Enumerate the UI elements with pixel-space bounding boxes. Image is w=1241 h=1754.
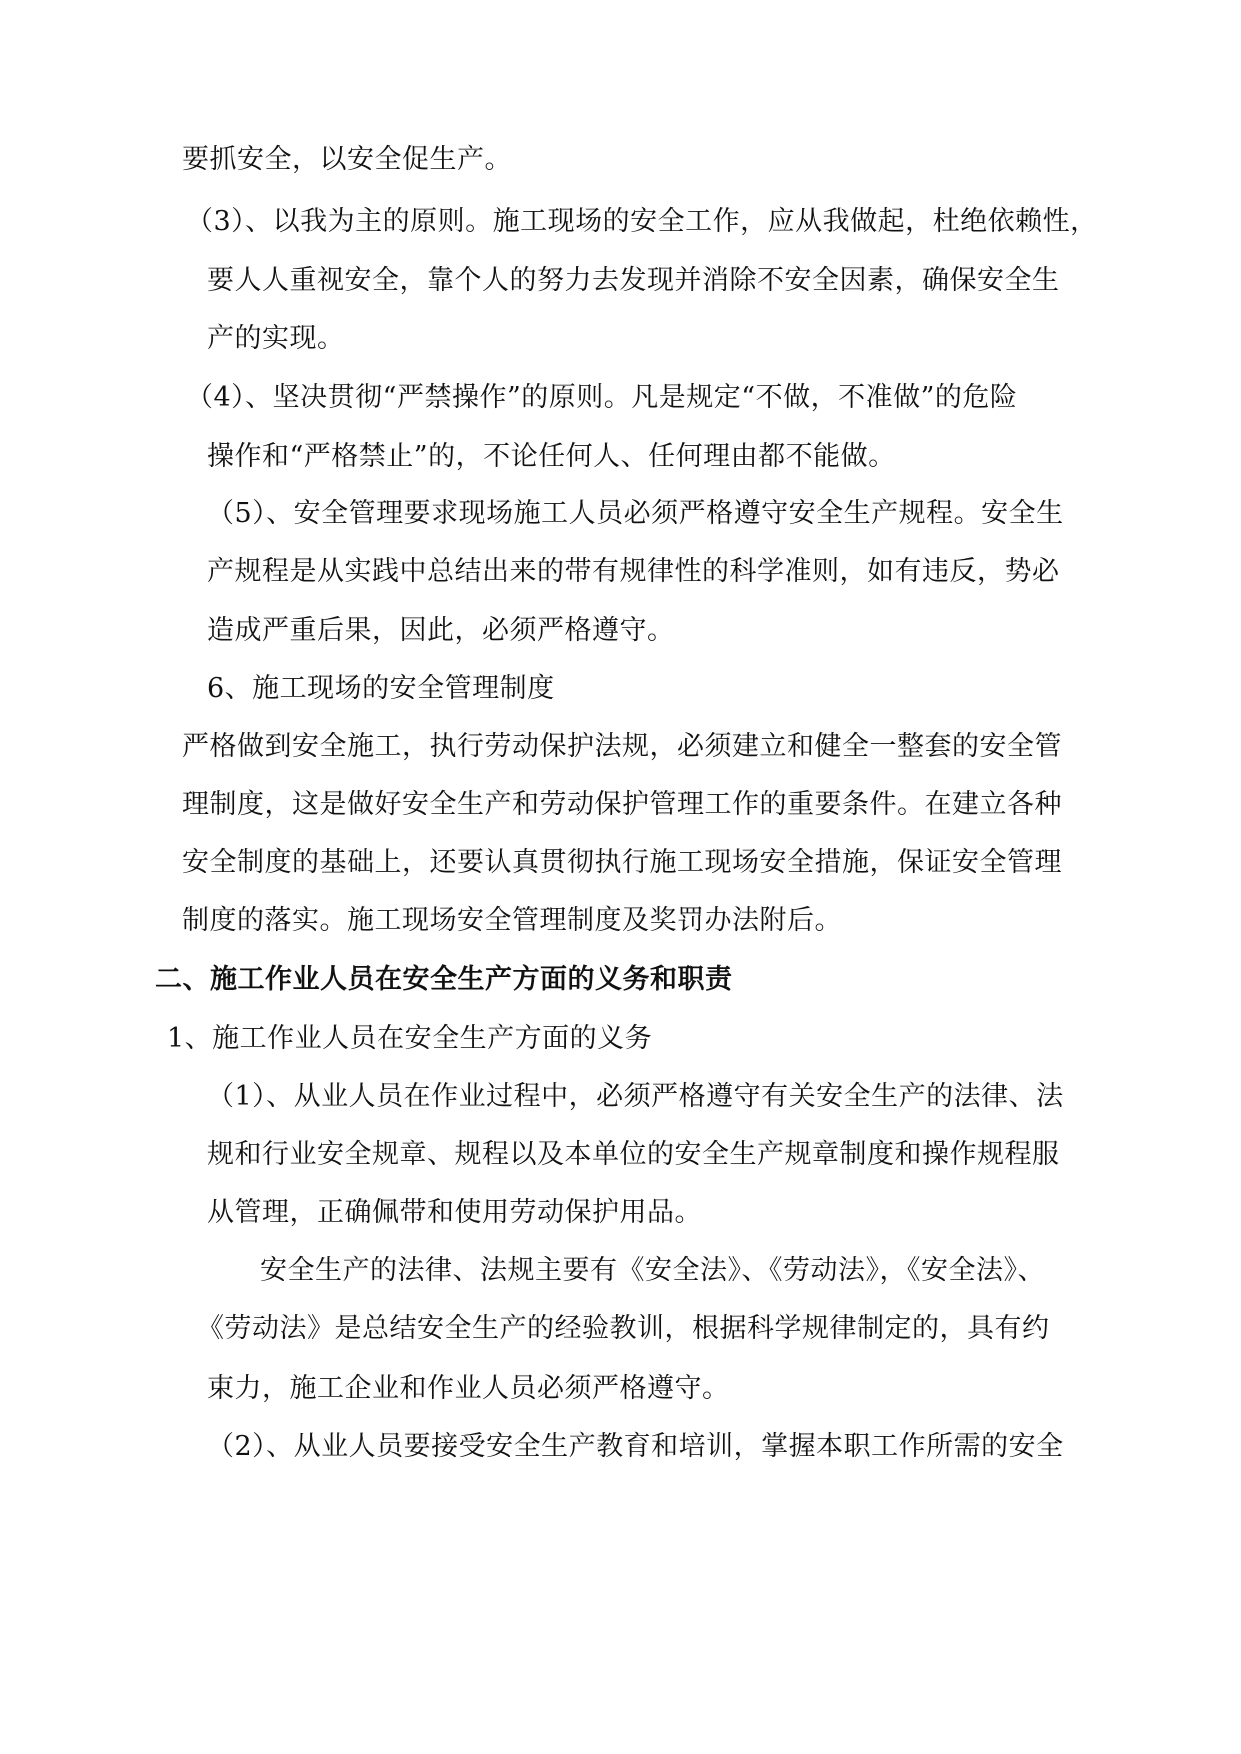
text-line: 规和行业安全规章、规程以及本单位的安全生产规章制度和操作规程服 <box>207 1139 1060 1170</box>
text-line: 安全生产的法律、法规主要有《安全法》、《劳动法》，《安全法》、 <box>260 1255 1045 1286</box>
text-line: 严格做到安全施工，执行劳动保护法规，必须建立和健全一整套的安全管 <box>182 731 1062 762</box>
text-line: 产的实现。 <box>207 323 345 354</box>
text-line: （1）、从业人员在作业过程中，必须严格遵守有关安全生产的法律、法 <box>207 1081 1064 1112</box>
text-line: （3）、以我为主的原则。施工现场的安全工作，应从我做起，杜绝依赖性， <box>186 206 1098 237</box>
text-line: （5）、安全管理要求现场施工人员必须严格遵守安全生产规程。安全生 <box>207 498 1064 529</box>
text-line: 理制度，这是做好安全生产和劳动保护管理工作的重要条件。在建立各种 <box>182 789 1062 820</box>
section-heading: 1、施工作业人员在安全生产方面的义务 <box>167 1023 653 1054</box>
text-line: 安全制度的基础上，还要认真贯彻执行施工现场安全措施，保证安全管理 <box>182 847 1062 878</box>
text-line: 要抓安全，以安全促生产。 <box>182 144 512 175</box>
section-heading: 6、施工现场的安全管理制度 <box>207 673 555 704</box>
text-line: 要人人重视安全，靠个人的努力去发现并消除不安全因素，确保安全生 <box>207 265 1060 296</box>
text-line: （2）、从业人员要接受安全生产教育和培训，掌握本职工作所需的安全 <box>207 1431 1064 1462</box>
text-line: 操作和“严格禁止”的，不论任何人、任何理由都不能做。 <box>207 441 896 472</box>
text-line: 《劳动法》是总结安全生产的经验教训，根据科学规律制定的，具有约 <box>197 1313 1050 1344</box>
text-line: （4）、坚决贯彻“严禁操作”的原则。凡是规定“不做，不准做”的危险 <box>186 382 1018 413</box>
text-line: 制度的落实。施工现场安全管理制度及奖罚办法附后。 <box>182 905 842 936</box>
chapter-heading: 二、施工作业人员在安全生产方面的义务和职责 <box>155 964 733 995</box>
text-line: 束力，施工企业和作业人员必须严格遵守。 <box>207 1373 730 1404</box>
text-line: 从管理，正确佩带和使用劳动保护用品。 <box>207 1197 702 1228</box>
text-line: 造成严重后果，因此，必须严格遵守。 <box>207 615 675 646</box>
text-line: 产规程是从实践中总结出来的带有规律性的科学准则，如有违反，势必 <box>207 556 1060 587</box>
